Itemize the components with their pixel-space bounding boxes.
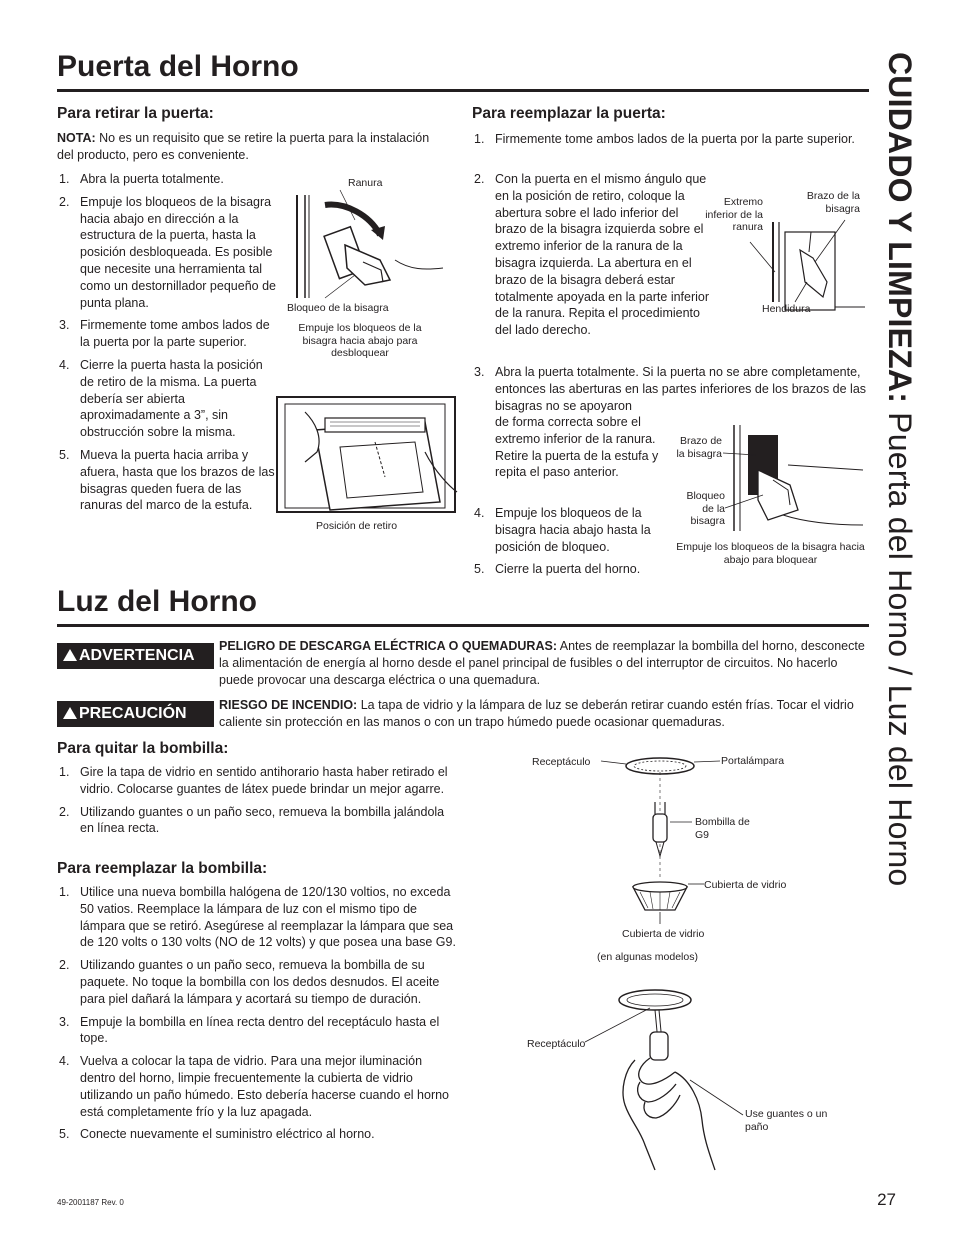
bulb-label-portalampara: Portalámpara: [721, 755, 785, 767]
list-item: 2. Con la puerta en el mismo ángulo que en la posición de retiro, coloque la abertura sobre el lado inferior del brazo de la bisagra izquierda sobre el extremo inferior de la ranura de la bisagra izquierda. La abertura en el brazo de la bisagra deberá estar totalmente apoyada en la parte inferior de la ranura. Repita el procedimiento del lado derecho.: [474, 172, 710, 338]
fig1-caption: Empuje los bloqueos de la bisagra hacia abajo para desbloquear: [298, 322, 422, 359]
list-item: 4. Vuelva a colocar la tapa de vidrio. Para una mejor iluminación dentro del horno, limpie frecuentemente la cubierta de vidrio utilizando un paño húmedo. Esto debería hacerse cuando el horno está completamente frío y la luz apagada.: [59, 1054, 450, 1119]
note-paragraph: [57, 130, 447, 164]
door-removal-illustration: [275, 392, 457, 514]
fig4-caption: Empuje los bloqueos de la bisagra hacia abajo para bloquear: [676, 541, 865, 566]
fig4-label-bloqueo: Bloqueo de la bisagra: [686, 490, 725, 527]
list-item: 2. Utilizando guantes o un paño seco, remueva la bombilla jalándola en línea recta.: [59, 804, 445, 836]
replace-bulb-steps: [57, 884, 457, 1149]
fig3-label-hendidura: Hendidura: [762, 303, 811, 315]
list-item: 2. Empuje los bloqueos de la bisagra hacia abajo en dirección a la estructura de la puerta, hasta la posición desbloqueada. Es posible que necesite una herramienta tal como un destornillador pequeño de punta plana.: [59, 194, 276, 310]
note-label: NOTA:: [57, 131, 96, 145]
list-item: 4. Cierre la puerta hasta la posición de retiro de la misma. La puerta debería ser abierta aproximadamente a 3”, sin obstrucción sobre la misma.: [59, 357, 263, 440]
replace-door-step-2: [472, 171, 712, 345]
sidebar-section-label: CUIDADO Y LIMPIEZA: Puerta del Horno / Luz del Horno: [882, 52, 918, 887]
hinge-lock-illustration: [728, 425, 863, 533]
title-rule: [57, 624, 869, 627]
caution-triangle-icon: [63, 707, 77, 719]
section-title-door: Puerta del Horno: [57, 50, 299, 83]
list-item: 4. Empuje los bloqueos de la bisagra hacia abajo hasta la posición de bloqueo.: [474, 506, 651, 554]
bulb-label-cubierta: Cubierta de vidrio: [704, 879, 787, 891]
fig3-label-brazo: Brazo de la bisagra: [806, 190, 860, 215]
page-number: 27: [877, 1190, 896, 1209]
bulb-label-guantes: Use guantes o un paño: [745, 1108, 828, 1133]
remove-door-steps: [57, 171, 277, 520]
list-item: 1. Utilice una nueva bombilla halógena de 120/130 voltios, no exceda 50 vatios. Reemplace la lámpara de luz con el mismo tipo de lámpara que se retiró. Asegúrese al reemplazar la lámpara que sea de 120 volts o 130 volts (NO de 12 volts) y que posea una base G9.: [59, 885, 456, 950]
list-item: 3. Empuje la bombilla en línea recta dentro del receptáculo hasta el tope.: [59, 1014, 440, 1046]
heading-replace-door: Para reemplazar la puerta:: [472, 105, 666, 122]
hinge-slot-illustration: [765, 222, 865, 312]
list-item: 1. Abra la puerta totalmente.: [59, 172, 224, 186]
title-rule: [57, 89, 869, 92]
fig2-caption: Posición de retiro: [316, 520, 398, 532]
hinge-unlock-illustration: [285, 190, 445, 300]
list-item: 5. Conecte nuevamente el suministro eléctrico al horno.: [59, 1127, 375, 1142]
bulb-install-hand-illustration: [580, 980, 750, 1170]
replace-door-steps-bottom: [472, 505, 672, 584]
section-title-light: Luz del Horno: [57, 585, 257, 618]
bulb-label-algunos: (en algunas modelos): [597, 951, 698, 963]
bulb-label-receptaculo-2: Receptáculo: [527, 1038, 586, 1050]
list-item: 3. Firmemente tome ambos lados de la puerta por la parte superior.: [59, 318, 270, 350]
remove-bulb-steps: [57, 764, 457, 843]
fig1-label-ranura: Ranura: [348, 177, 383, 189]
bulb-label-receptaculo: Receptáculo: [532, 756, 591, 768]
warning-triangle-icon: [63, 649, 77, 661]
caution-badge: PRECAUCIÓN: [57, 701, 214, 727]
list-item: 3. Abra la puerta totalmente. Si la puerta no se abre completamente, entonces las aberturas en las partes inferiores de los brazos de las bisagras no se apoyaron: [474, 365, 867, 413]
list-item: 1. Firmemente tome ambos lados de la puerta por la parte superior.: [474, 132, 855, 146]
note-text: No es un requisito que se retire la puerta para la instalación del producto, pero es conveniente.: [57, 131, 430, 162]
fig3-label-extremo: Extremo inferior de la ranura: [705, 196, 763, 233]
list-item: 2. Utilizando guantes o un paño seco, remueva la bombilla de su paquete. No toque la bombilla con los dedos desnudos. El aceite para piel dañará la lámpara y acortará su tiempo de duración.: [59, 958, 440, 1006]
heading-remove-bulb: Para quitar la bombilla:: [57, 740, 229, 757]
warning-text: PELIGRO DE DESCARGA ELÉCTRICA O QUEMADURAS: Antes de reemplazar la bombilla del horno, desconecte la alimentación de energía al horno desde el panel principal de fusibles o del interruptor de circuitos. No hacerlo puede provocar una descarga eléctrica o una quemadura.: [219, 639, 865, 687]
list-item: 5. Cierre la puerta del horno.: [474, 562, 641, 577]
fig4-label-brazo: Brazo de la bisagra: [676, 435, 722, 460]
bulb-label-cubierta-2: Cubierta de vidrio: [622, 928, 705, 940]
heading-remove-door: Para retirar la puerta:: [57, 105, 214, 122]
replace-door-step-3: [472, 364, 867, 414]
list-item: 5. Mueva la puerta hacia arriba y afuera, hasta que los brazos de las bisagras queden fuera de las ranuras del marco de la estufa.: [59, 447, 275, 513]
list-item: 1. Gire la tapa de vidrio en sentido antihorario hasta haber retirado el vidrio. Colocarse guantes de látex puede brindar un mejor agarre.: [59, 765, 448, 796]
fig1-label-bloqueo: Bloqueo de la bisagra: [287, 302, 389, 314]
bulb-exploded-illustration: [600, 752, 720, 917]
heading-replace-bulb: Para reemplazar la bombilla:: [57, 860, 268, 877]
replace-door-step-3-cont: de forma correcta sobre el extremo inferior de la ranura. Retire la puerta de la estufa y repita el paso anterior.: [495, 415, 659, 480]
document-number: 49-2001187 Rev. 0: [57, 1198, 124, 1207]
caution-text: RIESGO DE INCENDIO: La tapa de vidrio y la lámpara de luz se deberán retirar cuando estén frías. Tocar el vidrio caliente sin protección en las manos o con un trapo húmedo puede ocasionar quemaduras.: [219, 698, 854, 729]
warning-badge: ADVERTENCIA: [57, 643, 214, 669]
bulb-label-bombilla: Bombilla de G9: [695, 816, 750, 841]
replace-door-steps-top: [472, 131, 867, 154]
